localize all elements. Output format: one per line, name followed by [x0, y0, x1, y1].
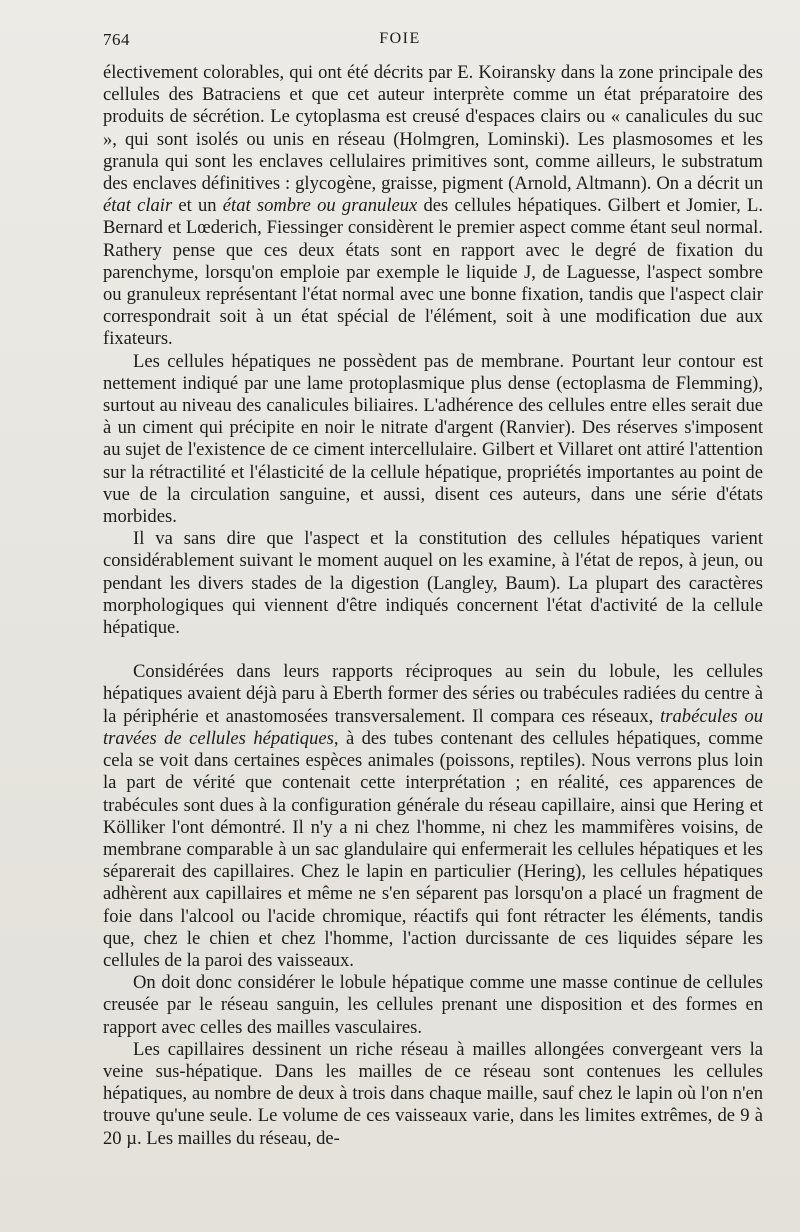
- body-text: [103, 62, 763, 1150]
- paragraph-1-text-b: et un: [172, 195, 223, 217]
- running-title: FOIE: [379, 30, 421, 47]
- paragraph-4-text-a: Considérées dans leurs rapports réciproques au sein du lobule, les cellules hépatiques avaient déjà paru à Eberth former des séries ou trabécules radiées du centre à la périphérie et anastomosées transversalement. Il compara ces réseaux,: [103, 661, 763, 727]
- paragraph-5: On doit donc considérer le lobule hépatique comme une masse continue de cellules creusée par le réseau sanguin, les cellules prenant une disposition et des formes en rapport avec celles des mailles vasculaires.: [103, 972, 763, 1038]
- paragraph-6: Les capillaires dessinent un riche réseau à mailles allongées convergeant vers la veine sus-hépatique. Dans les mailles de ce réseau sont contenues les cellules hépatiques, au nombre de deux à trois dans chaque maille, sauf chez le lapin où l'on n'en trouve qu'une seule. Le volume de ces vaisseaux varie, dans les limites extrêmes, de 9 à 20 µ. Les mailles du réseau, de-: [103, 1038, 763, 1149]
- paragraph-1-italic-a: état clair: [103, 195, 173, 217]
- paragraph-2: Les cellules hépatiques ne possèdent pas de membrane. Pourtant leur contour est nettement indiqué par une lame protoplasmique plus dense (ectoplasma de Flemming), surtout au niveau des canalicules biliaires. L'adhérence des cellules entre elles serait due à un ciment qui précipite en noir le nitrate d'argent (Ranvier). Des réserves s'imposent au sujet de l'existence de ce ciment intercellulaire. Gilbert et Villaret ont attiré l'attention sur la rétractilité et l'élasticité de la cellule hépatique, propriétés importantes au point de vue de la circulation sanguine, et aussi, disent ces auteurs, dans une série d'états morbides.: [103, 350, 763, 528]
- paragraph-4: [103, 661, 763, 972]
- page-header: [0, 30, 800, 54]
- paragraph-4-italic: trabécules ou travées de cellules hépatiques: [103, 705, 763, 749]
- paragraph-3: Il va sans dire que l'aspect et la constitution des cellules hépatiques varient considérablement suivant le moment auquel on les examine, à l'état de repos, à jeun, ou pendant les divers stades de la digestion (Langley, Baum). La plupart des caractères morphologiques qui viennent d'être indiqués concernent l'état d'activité de la cellule hépatique.: [103, 528, 763, 639]
- section-gap: [103, 639, 763, 661]
- paragraph-4-text-b: , à des tubes contenant des cellules hépatiques, comme cela se voit dans certaines espèces animales (poissons, reptiles). Nous verrons plus loin la part de vérité que contenait cette interprétation ; en réalité, ces apparences de trabécules sont dues à la configuration générale du réseau capillaire, ainsi que Hering et Kölliker l'ont démontré. Il n'y a ni chez l'homme, ni chez les mammifères voisins, de membrane comparable à un sac glandulaire qui enfermerait les cellules hépatiques et les séparerait des capillaires. Chez le lapin en particulier (Hering), les cellules hépatiques adhèrent aux capillaires et même ne s'en séparent pas lorsqu'on a placé un fragment de foie dans l'alcool ou l'acide chromique, réactifs qui font rétracter les éléments, tandis que, chez le chien et chez l'homme, l'action durcissante de ces liquides sépare les cellules de la paroi des vaisseaux.: [103, 727, 763, 971]
- paragraph-1-text-c: des cellules hépatiques. Gilbert et Jomier, L. Bernard et Lœderich, Fiessinger considèrent le premier aspect comme étant seul normal. Rathery pense que ces deux états sont en rapport avec le degré de fixation du parenchyme, lorsqu'on emploie par exemple le liquide J, de Laguesse, l'aspect sombre ou granuleux représentant l'état normal avec une bonne fixation, tandis que l'aspect clair correspondrait soit à un état spécial de l'élément, soit à une modification due aux fixateurs.: [103, 195, 763, 350]
- page-number: 764: [103, 30, 130, 49]
- paragraph-1-text-a: électivement colorables, qui ont été décrits par E. Koiransky dans la zone principale des cellules des Batraciens et que cet auteur interprète comme un état préparatoire des produits de sécrétion. Le cytoplasma est creusé d'espaces clairs ou « canalicules du suc », qui sont isolés ou unis en réseau (Holmgren, Lominski). Les plasmosomes et les granula qui sont les enclaves cellulaires primitives sont, comme ailleurs, le substratum des enclaves définitives : glycogène, graisse, pigment (Arnold, Altmann). On a décrit un: [103, 62, 763, 195]
- paragraph-1: [103, 62, 763, 351]
- paragraph-1-italic-b: état sombre ou granuleux: [222, 195, 418, 217]
